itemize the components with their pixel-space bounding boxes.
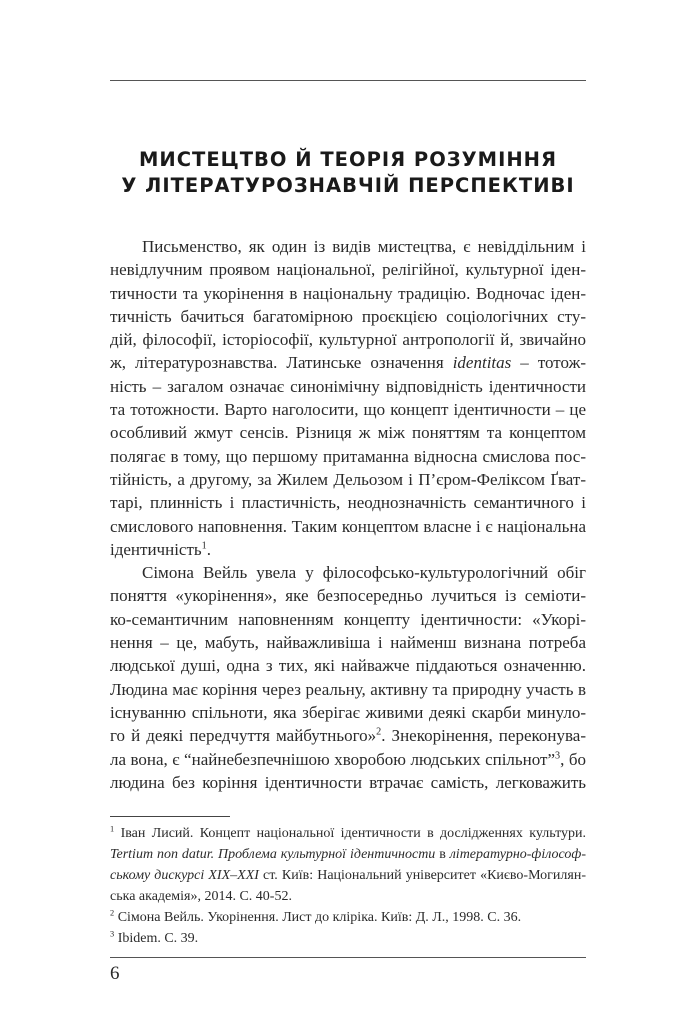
footnote-ref: 3 [110, 929, 115, 939]
text-segment: невідлучним проявом національної, релігійної, культурної іден- [110, 260, 586, 280]
page-number: 6 [110, 963, 120, 985]
text-segment: ла вона, є “найнебезпечнішою хворобою людських спільнот” [110, 749, 556, 769]
body-line [110, 235, 586, 258]
text-segment: Tertium non datur. Проблема культурної ідентичности [110, 847, 436, 863]
text-segment: ському дискурсі XIX–XXI [110, 868, 259, 884]
text-segment: – тотож- [511, 353, 586, 373]
body-line [110, 538, 586, 561]
footnote-rule [110, 816, 230, 817]
text-segment: Сімона Вейль. Укорінення. Лист до кліріка. Київ: Д. Л., 1998. С. 36. [114, 910, 522, 926]
body-line [110, 724, 586, 747]
chapter-title [110, 147, 586, 199]
text-segment: Ibidem. С. 39. [114, 931, 199, 947]
text-segment: тичности та укорінення в національну традицію. Водночас іден- [110, 283, 586, 303]
text-segment: Сімона Вейль увела у філософсько-культурологічний обіг [142, 563, 586, 583]
body-line [110, 421, 586, 444]
text-segment: тичність бачиться багатомірною проєкцією соціологічних сту- [110, 306, 586, 326]
text-segment: ст. Київ: Національний університет «Києво-Могилян- [258, 868, 586, 884]
text-segment: ж, літературознавства. Латинське означення [110, 353, 453, 373]
text-segment: особливий жмут сенсів. Різниця ж між поняттям та концептом [110, 423, 586, 443]
footnote-ref: 1 [110, 824, 115, 834]
text-segment: Іван Лисий. Концепт національної ідентичности в дослідженнях культури. [114, 826, 586, 842]
text-segment: та тотожности. Варто наголосити, що концепт ідентичности – це [110, 400, 586, 420]
text-segment: тарі, плинність і пластичність, неоднозначність семантичного і [110, 493, 586, 513]
footnote-line [110, 844, 586, 865]
text-segment: літературно-філософ- [449, 847, 586, 863]
body-line [110, 701, 586, 724]
chapter-title-line-1: МИСТЕЦТВО Й ТЕОРІЯ РОЗУМІННЯ [138, 148, 557, 171]
footnote-line [110, 907, 586, 928]
text-segment: . Знекорінення, переконува- [381, 726, 586, 746]
footnote-line [110, 928, 586, 949]
body-line [110, 515, 586, 538]
body-line [110, 584, 586, 607]
body-line [110, 678, 586, 701]
text-segment: ська академія», 2014. С. 40-52. [110, 889, 292, 905]
body-line [110, 561, 586, 584]
text-segment: ність – загалом означає синонімічну відповідність ідентичности [110, 376, 586, 396]
text-segment: ідентичність [110, 539, 202, 559]
text-segment: поняття «укорінення», яке безпосередньо лучиться із семіоти- [110, 586, 586, 606]
footnote-line [110, 823, 586, 844]
body-line [110, 445, 586, 468]
body-line [110, 258, 586, 281]
text-segment: полягає в тому, що першому притаманна відносна смислова пос- [110, 446, 586, 466]
text-segment: тійність, а другому, за Жилем Дельозом і П’єром-Феліксом Ґват- [110, 469, 586, 489]
text-segment: в [435, 847, 450, 863]
footnote-line [110, 886, 586, 907]
body-line [110, 771, 586, 794]
footnote-line [110, 865, 586, 886]
text-segment: дій, філософії, історіософії, культурної антропології й, звичайно [110, 330, 586, 350]
text-segment: існуванню спільноти, яка зберігає живими деякі скарби минуло- [110, 702, 586, 722]
footnotes [110, 823, 586, 949]
text-segment: Людина має коріння через реальну, активну та природну участь в [110, 679, 586, 699]
text-segment: ко-семантичним наповненням концепту ідентичности: «Укорі- [110, 609, 586, 629]
body-line [110, 654, 586, 677]
body-line [110, 608, 586, 631]
text-segment: смислового наповнення. Таким концептом власне і є національна [110, 516, 586, 536]
text-segment: людина без коріння ідентичности втрачає самість, легковажить [110, 772, 586, 792]
text-segment: нення – це, мабуть, найважливіша і найменш визнана потреба [110, 633, 586, 653]
body-line [110, 282, 586, 305]
footnote-ref: 1 [201, 540, 207, 552]
body-line [110, 748, 586, 771]
body-line [110, 468, 586, 491]
text-segment: . [206, 539, 211, 559]
chapter-title-line-2: У ЛІТЕРАТУРОЗНАВЧІЙ ПЕРСПЕКТИВІ [121, 174, 575, 197]
body-line [110, 491, 586, 514]
text-segment: identitas [452, 353, 512, 373]
text-segment: го й деякі передчуття майбутнього» [110, 726, 377, 746]
footnote-ref: 2 [110, 908, 115, 918]
text-segment: , бо [560, 749, 586, 769]
body-line [110, 398, 586, 421]
header-rule [110, 80, 586, 81]
body-line [110, 305, 586, 328]
text-segment: Письменство, як один із видів мистецтва, є невіддільним і [142, 237, 586, 256]
body-line [110, 351, 586, 374]
body-text [110, 235, 586, 794]
body-line [110, 375, 586, 398]
text-segment: людської душі, одна з тих, які найважче піддаються означенню. [110, 656, 586, 676]
footnote-ref: 3 [555, 749, 561, 761]
footer-rule [110, 957, 586, 958]
footnote-ref: 2 [376, 726, 382, 738]
body-line [110, 631, 586, 654]
body-line [110, 328, 586, 351]
